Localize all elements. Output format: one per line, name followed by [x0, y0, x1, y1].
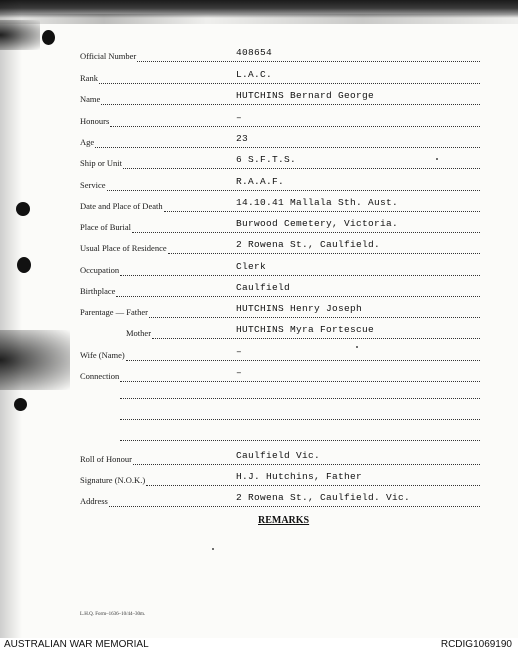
wife-label: Wife (Name) [80, 350, 125, 360]
rank-label: Rank [80, 73, 98, 83]
age-leader-line [95, 147, 480, 148]
date-place-death-value: 14.10.41 Mallala Sth. Aust. [236, 197, 399, 208]
connection-leader-line [120, 381, 480, 382]
connection-value: – [236, 367, 243, 378]
residence-label: Usual Place of Residence [80, 243, 167, 253]
father-leader-line [149, 317, 480, 318]
punch-hole-upper [16, 202, 30, 216]
address-label: Address [80, 496, 108, 506]
occupation-value: Clerk [236, 261, 267, 272]
birthplace-leader-line [116, 296, 480, 297]
punch-hole-lower [14, 398, 27, 411]
form-reference: L.H.Q. Form–1636–10/44–30m. [80, 612, 146, 617]
honours-leader-line [110, 126, 480, 127]
ship-or-unit-value: 6 S.F.T.S. [236, 154, 297, 165]
scan-top-fade [0, 14, 518, 24]
connection-label: Connection [80, 371, 120, 381]
roll-of-honour-leader-line [133, 464, 480, 465]
service-leader-line [107, 190, 481, 191]
place-of-burial-leader-line [132, 232, 480, 233]
mother-label: Mother [126, 328, 152, 338]
blank-line [120, 398, 480, 399]
rank-value: L.A.C. [236, 69, 273, 80]
remarks-heading: REMARKS [258, 515, 310, 526]
service-value: R.A.A.F. [236, 176, 285, 187]
scan-left-shadow [0, 0, 22, 638]
ship-or-unit-label: Ship or Unit [80, 158, 123, 168]
residence-value: 2 Rowena St., Caulfield. [236, 239, 381, 250]
signature-leader-line [146, 485, 480, 486]
roll-of-honour-value: Caulfield Vic. [236, 450, 321, 461]
punch-hole-middle [17, 257, 31, 273]
official-number-value: 408654 [236, 47, 273, 58]
signature-label: Signature (N.O.K.) [80, 475, 146, 485]
birthplace-value: Caulfield [236, 282, 291, 293]
scan-smear-top-left [0, 20, 40, 50]
date-place-death-leader-line [164, 211, 480, 212]
scan-speck [356, 346, 358, 348]
father-value: HUTCHINS Henry Joseph [236, 303, 363, 314]
blank-line [120, 419, 480, 420]
roll-of-honour-label: Roll of Honour [80, 454, 132, 464]
footer-record-id: RCDIG1069190 [440, 639, 512, 650]
name-value: HUTCHINS Bernard George [236, 90, 375, 101]
place-of-burial-value: Burwood Cemetery, Victoria. [236, 218, 399, 229]
occupation-label: Occupation [80, 265, 120, 275]
name-label: Name [80, 94, 101, 104]
place-of-burial-label: Place of Burial [80, 222, 131, 232]
name-leader-line [101, 104, 480, 105]
service-label: Service [80, 180, 106, 190]
age-label: Age [80, 137, 95, 147]
official-number-leader-line [137, 61, 480, 62]
address-leader-line [109, 506, 480, 507]
occupation-leader-line [120, 275, 480, 276]
age-value: 23 [236, 133, 249, 144]
date-place-death-label: Date and Place of Death [80, 201, 163, 211]
ship-or-unit-leader-line [123, 168, 480, 169]
father-label: Parentage — Father [80, 307, 148, 317]
mother-leader-line [152, 338, 480, 339]
scan-speck [436, 158, 438, 160]
scan-speck [212, 548, 214, 550]
punch-hole-top [42, 30, 55, 45]
mother-value: HUTCHINS Myra Fortescue [236, 324, 375, 335]
signature-value: H.J. Hutchins, Father [236, 471, 363, 482]
honours-value: – [236, 112, 243, 123]
birthplace-label: Birthplace [80, 286, 116, 296]
wife-leader-line [126, 360, 480, 361]
residence-leader-line [168, 253, 480, 254]
scan-smear [0, 330, 70, 390]
rank-leader-line [99, 83, 480, 84]
honours-label: Honours [80, 116, 110, 126]
wife-value: – [236, 346, 243, 357]
blank-line [120, 440, 480, 441]
official-number-label: Official Number [80, 51, 137, 61]
footer-archive-name: AUSTRALIAN WAR MEMORIAL [4, 639, 149, 650]
address-value: 2 Rowena St., Caulfield. Vic. [236, 492, 411, 503]
